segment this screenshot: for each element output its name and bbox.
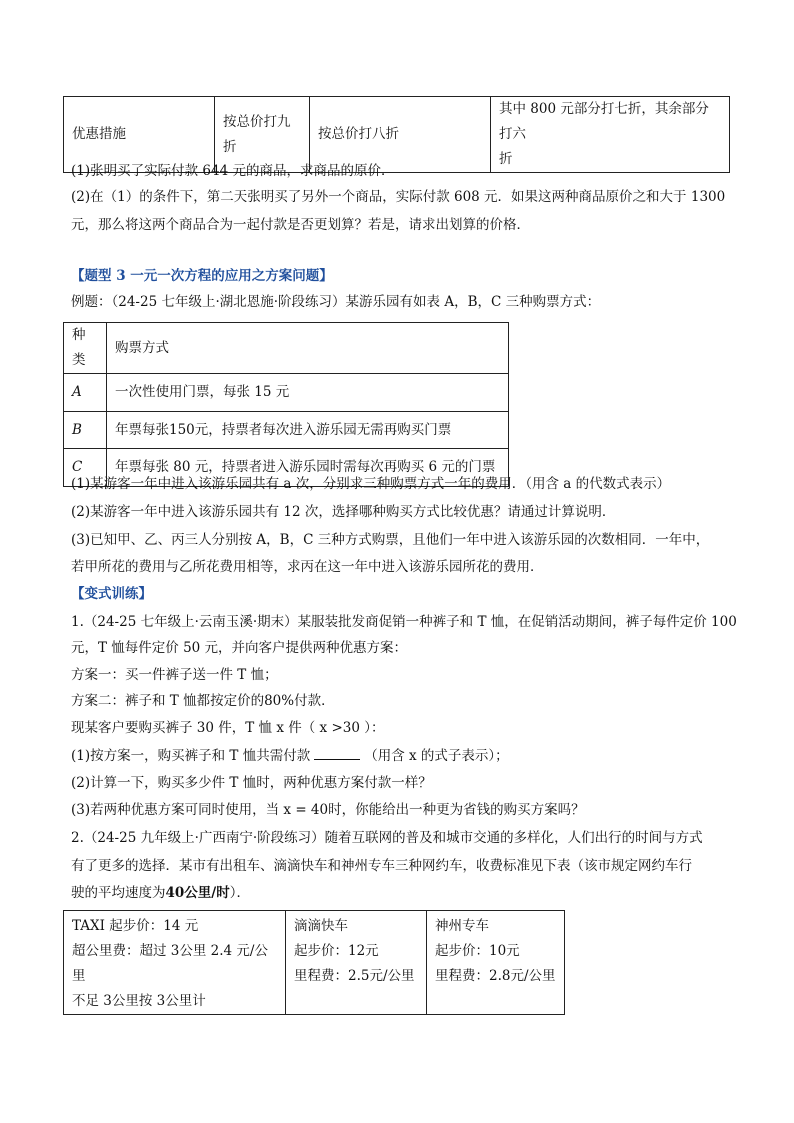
fare-table (63, 910, 565, 1015)
ticket-method-c: 年票每张 80 元，持票者进入游乐园时需每次再购买 6 元的门票 (107, 449, 509, 487)
ticket-question-3-line-2: 若甲所花的费用与乙所花费用相等，求丙在这一年中进入该游乐园所花的费用． (71, 559, 544, 575)
fare-taxi: TAXI 起步价：14 元 超公里费：超过 3公里 2.4 元/公里 不足 3公里按 3公里计 (64, 911, 286, 1015)
discount-label: 优惠措施 (64, 97, 215, 173)
question-2-line-2: 元，那么将这两个商品合为一起付款是否更划算？若是，请求出划算的价格． (71, 217, 530, 233)
ticket-table (63, 322, 509, 487)
question-2-line-1: (2)在（1）的条件下，第二天张明买了另外一个商品，实际付款 608 元．如果这两种商品原价之和大于 1300 (71, 189, 726, 205)
ticket-type-c: C (64, 449, 107, 487)
ticket-header-method: 购票方式 (107, 323, 509, 374)
example-intro: 例题：（24-25 七年级上·湖北恩施·阶段练习）某游乐园有如表 A，B，C 三种购票方式： (71, 294, 601, 310)
practice-2-line-1: 2.（24-25 九年级上·广西南宁·阶段练习）随着互联网的普及和城市交通的多样化，人们出行的时间与方式 (71, 830, 703, 846)
section-heading-type-3: 【题型 3 一元一次方程的应用之方案问题】 (71, 268, 333, 284)
ticket-question-3-line-1: (3)已知甲、乙、丙三人分别按 A，B，C 三种方式购票，且他们一年中进入该游乐园的次数相同．一年中， (71, 532, 710, 548)
fare-shenzhou: 神州专车 起步价：10元 里程费：2.8元/公里 (427, 911, 565, 1015)
discount-option-3: 其中 800 元部分打七折，其余部分打六 折 (491, 97, 730, 173)
ticket-question-1: (1)某游客一年中进入该游乐园共有 a 次，分别求三种购票方式一年的费用．（用含 a 的代数式表示） (71, 476, 671, 492)
answer-blank[interactable] (314, 747, 360, 760)
ticket-question-2: (2)某游客一年中进入该游乐园共有 12 次，选择哪种购买方式比较优惠？请通过计算说明． (71, 504, 616, 520)
question-1: (1)张明买了实际付款 644 元的商品，求商品的原价． (71, 163, 395, 179)
practice-1-question-2: (2)计算一下，购买多少件 T 恤时，两种优惠方案付款一样？ (71, 775, 432, 791)
plan-2: 方案二：裤子和 T 恤都按定价的80%付款． (71, 693, 335, 709)
ticket-type-a: A (64, 374, 107, 412)
plan-1: 方案一：买一件裤子送一件 T 恤； (71, 667, 278, 683)
discount-option-1: 按总价打九 折 (215, 97, 310, 173)
ticket-method-b: 年票每张150元，持票者每次进入游乐园无需再购买门票 (107, 412, 509, 449)
discount-option-2: 按总价打八折 (310, 97, 491, 173)
section-heading-practice: 【变式训练】 (71, 586, 152, 602)
practice-1-line-1: 1.（24-25 七年级上·云南玉溪·期末）某服装批发商促销一种裤子和 T 恤，在促销活动期间，裤子每件定价 100 (71, 614, 737, 630)
practice-2-line-3: 驶的平均速度为40公里/时）． (71, 885, 250, 901)
purchase-condition: 现某客户要购买裤子 30 件，T 恤 x 件（ x >30 ）： (71, 720, 385, 736)
ticket-type-b: B (64, 412, 107, 449)
practice-1-line-2: 元，T 恤每件定价 50 元，并向客户提供两种优惠方案： (71, 640, 408, 656)
ticket-header-type: 种类 (64, 323, 107, 374)
fare-didi: 滴滴快车 起步价：12元 里程费：2.5元/公里 (286, 911, 427, 1015)
practice-1-question-3: (3)若两种优惠方案可同时使用，当 x = 40时，你能给出一种更为省钱的购买方案吗？ (71, 802, 585, 818)
practice-1-question-1: (1)按方案一，购买裤子和 T 恤共需付款 （用含 x 的式子表示）； (71, 748, 509, 764)
practice-2-line-2: 有了更多的选择．某市有出租车、滴滴快车和神州专车三种网约车，收费标准见下表（该市规定网约车行 (71, 858, 692, 874)
ticket-method-a: 一次性使用门票，每张 15 元 (107, 374, 509, 412)
